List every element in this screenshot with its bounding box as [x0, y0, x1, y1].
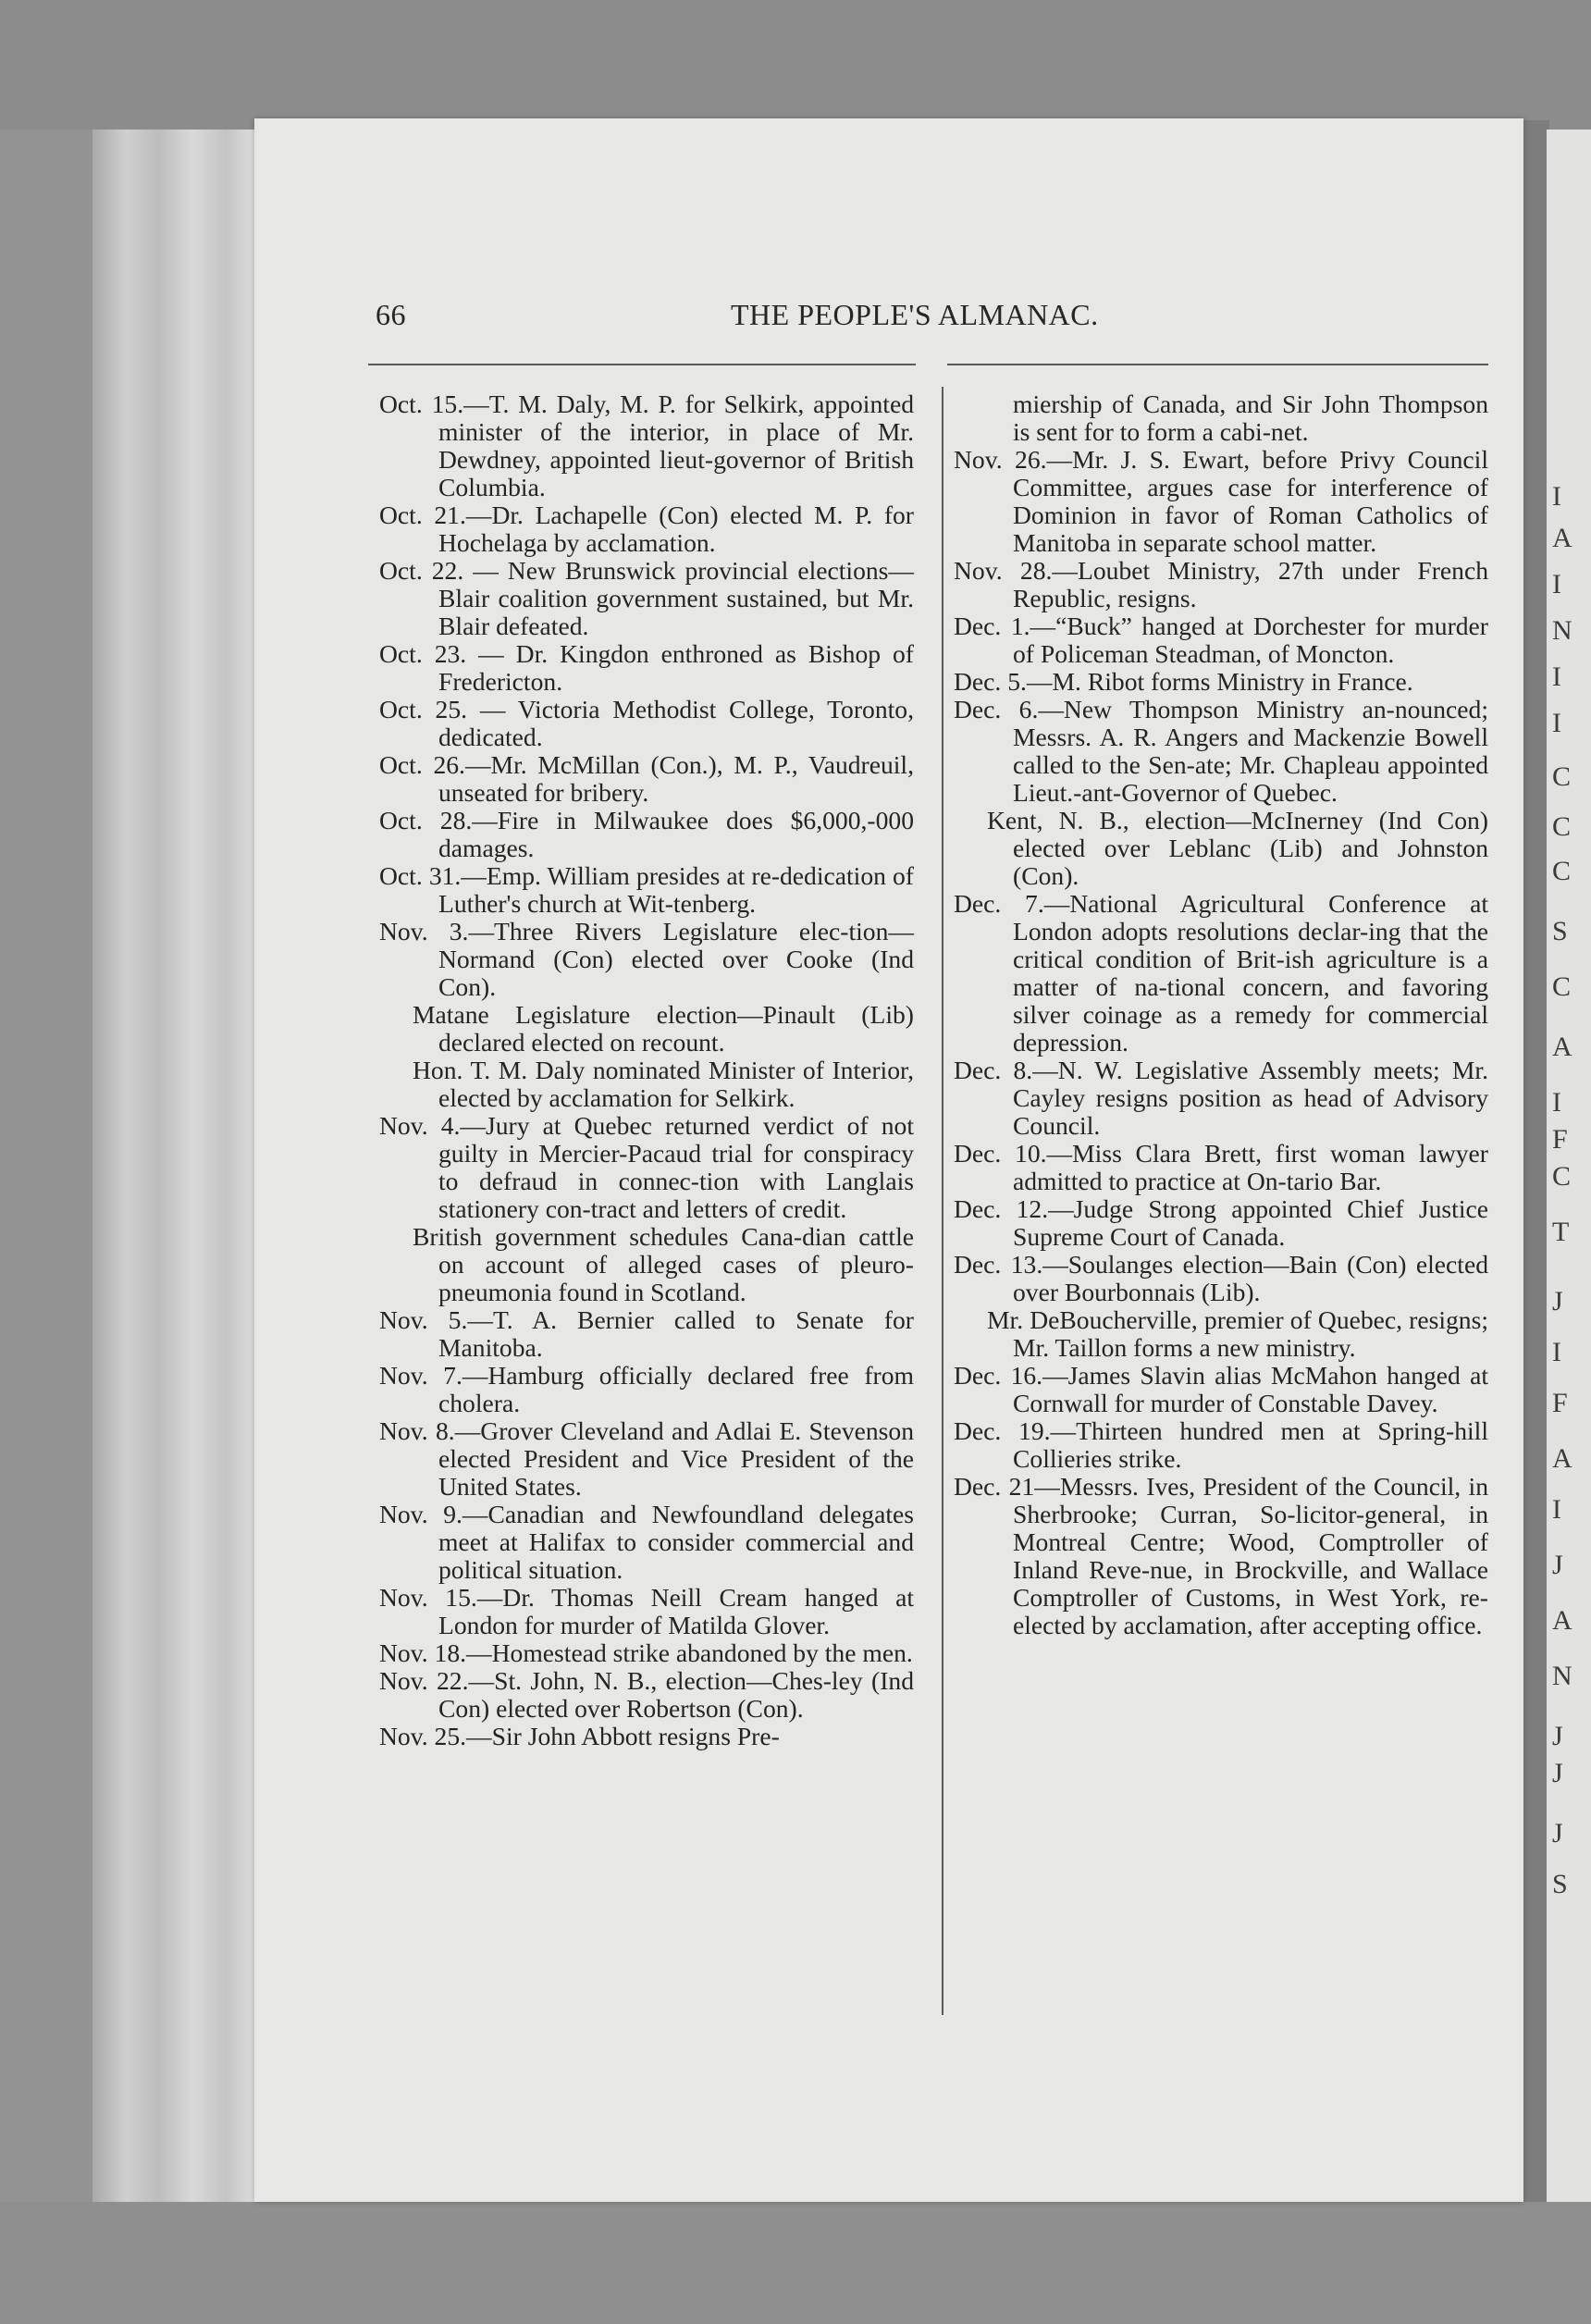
facing-page-fragment: A — [1552, 1032, 1572, 1062]
chronology-continuation: miership of Canada, and Sir John Thompson is sent for to form a cabi-net. — [1013, 389, 1488, 446]
chronology-entry: Oct. 22. — New Brunswick provincial elections—Blair coalition government sustained, but Mr. Blair defeated. — [379, 556, 914, 640]
chronology-entry: Nov. 15.—Dr. Thomas Neill Cream hanged at London for murder of Matilda Glover. — [379, 1583, 914, 1639]
facing-page-fragment: J — [1552, 1818, 1563, 1848]
facing-page-fragment: C — [1552, 761, 1572, 792]
left-column — [379, 390, 914, 1750]
facing-page-fragment: C — [1552, 1161, 1572, 1192]
facing-page-fragment: A — [1552, 1605, 1572, 1636]
chronology-entry: Dec. 6.—New Thompson Ministry an-nounced; Messrs. A. R. Angers and Mackenzie Bowell called to the Sen-ate; Mr. Chapleau appointed Lieut.-ant-Governor of Quebec. — [954, 695, 1488, 807]
chronology-entry: Nov. 3.—Three Rivers Legislature elec-tion—Normand (Con) elected over Cooke (Ind Con). — [379, 917, 914, 1001]
facing-page-fragment: A — [1552, 523, 1572, 553]
facing-page-fragment: I — [1552, 708, 1561, 738]
right-column — [954, 390, 1488, 1639]
chronology-sub-entry: Matane Legislature election—Pinault (Lib) declared elected on recount. — [413, 1000, 914, 1057]
chronology-entry: Oct. 25. — Victoria Methodist College, Toronto, dedicated. — [379, 695, 914, 751]
facing-page-fragment: I — [1552, 481, 1561, 512]
facing-page-fragment: J — [1552, 1721, 1563, 1751]
chronology-entry: Oct. 28.—Fire in Milwaukee does $6,000,-000 damages. — [379, 806, 914, 862]
chronology-entry: Oct. 26.—Mr. McMillan (Con.), M. P., Vaudreuil, unseated for bribery. — [379, 750, 914, 807]
chronology-entry: Oct. 31.—Emp. William presides at re-dedication of Luther's church at Wit-tenberg. — [379, 861, 914, 918]
facing-page-fragment: A — [1552, 1443, 1572, 1474]
chronology-entry: Nov. 26.—Mr. J. S. Ewart, before Privy Council Committee, argues case for interference of Dominion in favor of Roman Catholics of Manitoba in separate school matter. — [954, 445, 1488, 557]
chronology-entry: Dec. 8.—N. W. Legislative Assembly meets; Mr. Cayley resigns position as head of Advisory Council. — [954, 1056, 1488, 1140]
header-rule-right — [947, 364, 1488, 365]
facing-page-fragment: J — [1552, 1550, 1563, 1580]
facing-page-edge — [1547, 130, 1591, 2202]
column-divider — [942, 387, 944, 2015]
scanner-background-left — [0, 130, 92, 2324]
chronology-entry: Nov. 5.—T. A. Bernier called to Senate for Manitoba. — [379, 1305, 914, 1362]
chronology-entry: Dec. 16.—James Slavin alias McMahon hanged at Cornwall for murder of Constable Davey. — [954, 1361, 1488, 1417]
facing-page-fragment: J — [1552, 1758, 1563, 1788]
facing-page-fragment: I — [1552, 1337, 1561, 1367]
chronology-entry: Dec. 12.—Judge Strong appointed Chief Justice Supreme Court of Canada. — [954, 1194, 1488, 1251]
chronology-sub-entry: Kent, N. B., election—McInerney (Ind Con) elected over Leblanc (Lib) and Johnston (Con). — [987, 806, 1488, 890]
chronology-entry: Dec. 5.—M. Ribot forms Ministry in France. — [954, 667, 1413, 696]
scanner-background-bottom — [0, 2202, 1591, 2324]
chronology-entry: Nov. 7.—Hamburg officially declared free from cholera. — [379, 1361, 914, 1417]
facing-page-fragment: T — [1552, 1217, 1570, 1247]
chronology-sub-entry: British government schedules Cana-dian cattle on account of alleged cases of pleuro-pneumonia found in Scotland. — [413, 1222, 914, 1306]
chronology-entry: Dec. 7.—National Agricultural Conference at London adopts resolutions declar-ing that the critical condition of Brit-ish agriculture is a matter of na-tional concern, and favoring silver coinage as a remedy for commercial depression. — [954, 889, 1488, 1057]
chronology-sub-entry: Mr. DeBoucherville, premier of Quebec, resigns; Mr. Taillon forms a new ministry. — [987, 1305, 1488, 1362]
facing-page-fragment: C — [1552, 856, 1572, 886]
chronology-entry: Dec. 19.—Thirteen hundred men at Spring-hill Collieries strike. — [954, 1416, 1488, 1473]
facing-page-fragment: C — [1552, 971, 1572, 1002]
chronology-sub-entry: Hon. T. M. Daly nominated Minister of Interior, elected by acclamation for Selkirk. — [413, 1056, 914, 1112]
chronology-entry: Nov. 22.—St. John, N. B., election—Ches-ley (Ind Con) elected over Robertson (Con). — [379, 1666, 914, 1723]
facing-page-fragment: F — [1552, 1124, 1568, 1155]
chronology-entry: Nov. 18.—Homestead strike abandoned by the men. — [379, 1638, 913, 1667]
book-page-edges — [92, 130, 259, 2202]
chronology-entry: Nov. 4.—Jury at Quebec returned verdict of not guilty in Mercier-Pacaud trial for conspiracy to defraud in connec-tion with Langlais stationery con-tract and letters of credit. — [379, 1111, 914, 1223]
book-gutter — [1522, 120, 1549, 2202]
chronology-entry: Nov. 28.—Loubet Ministry, 27th under French Republic, resigns. — [954, 556, 1488, 612]
facing-page-fragment: F — [1552, 1388, 1568, 1418]
chronology-entry: Oct. 23. — Dr. Kingdon enthroned as Bishop of Fredericton. — [379, 639, 914, 696]
chronology-entry: Oct. 21.—Dr. Lachapelle (Con) elected M. P. for Hochelaga by acclamation. — [379, 501, 914, 557]
header-rule-left — [368, 364, 916, 365]
chronology-entry: Nov. 25.—Sir John Abbott resigns Pre- — [379, 1722, 780, 1750]
chronology-entry: Nov. 9.—Canadian and Newfoundland delegates meet at Halifax to consider commercial and political situation. — [379, 1500, 914, 1584]
facing-page-fragment: I — [1552, 569, 1561, 600]
facing-page-fragment: I — [1552, 661, 1561, 692]
chronology-entry: Dec. 10.—Miss Clara Brett, first woman lawyer admitted to practice at On-tario Bar. — [954, 1139, 1488, 1195]
facing-page-fragment: N — [1552, 1661, 1572, 1691]
chronology-entry: Nov. 8.—Grover Cleveland and Adlai E. Stevenson elected President and Vice President of the United States. — [379, 1416, 914, 1501]
facing-page-fragment: N — [1552, 615, 1572, 646]
facing-page-fragment: C — [1552, 811, 1572, 842]
facing-page-fragment: J — [1552, 1286, 1563, 1317]
facing-page-fragment: I — [1552, 1494, 1561, 1525]
running-head: THE PEOPLE'S ALMANAC. — [731, 298, 1099, 331]
chronology-entry: Dec. 1.—“Buck” hanged at Dorchester for murder of Policeman Steadman, of Moncton. — [954, 612, 1488, 668]
chronology-entry: Oct. 15.—T. M. Daly, M. P. for Selkirk, appointed minister of the interior, in place of Mr. Dewdney, appointed lieut-governor of British Columbia. — [379, 389, 914, 501]
chronology-entry: Dec. 21—Messrs. Ives, President of the Council, in Sherbrooke; Curran, So-licitor-general, in Montreal Centre; Wood, Comptroller of Inland Reve-nue, in Brockville, and Wallace Comptroller of Customs, in West York, re-elected by acclamation, after accepting office. — [954, 1472, 1488, 1639]
facing-page-fragment: S — [1552, 916, 1568, 946]
chronology-entry: Dec. 13.—Soulanges election—Bain (Con) elected over Bourbonnais (Lib). — [954, 1250, 1488, 1306]
facing-page-fragment: S — [1552, 1869, 1568, 1899]
page-number: 66 — [376, 298, 406, 331]
facing-page-fragment: I — [1552, 1087, 1561, 1118]
scanner-background-top — [0, 0, 1591, 130]
